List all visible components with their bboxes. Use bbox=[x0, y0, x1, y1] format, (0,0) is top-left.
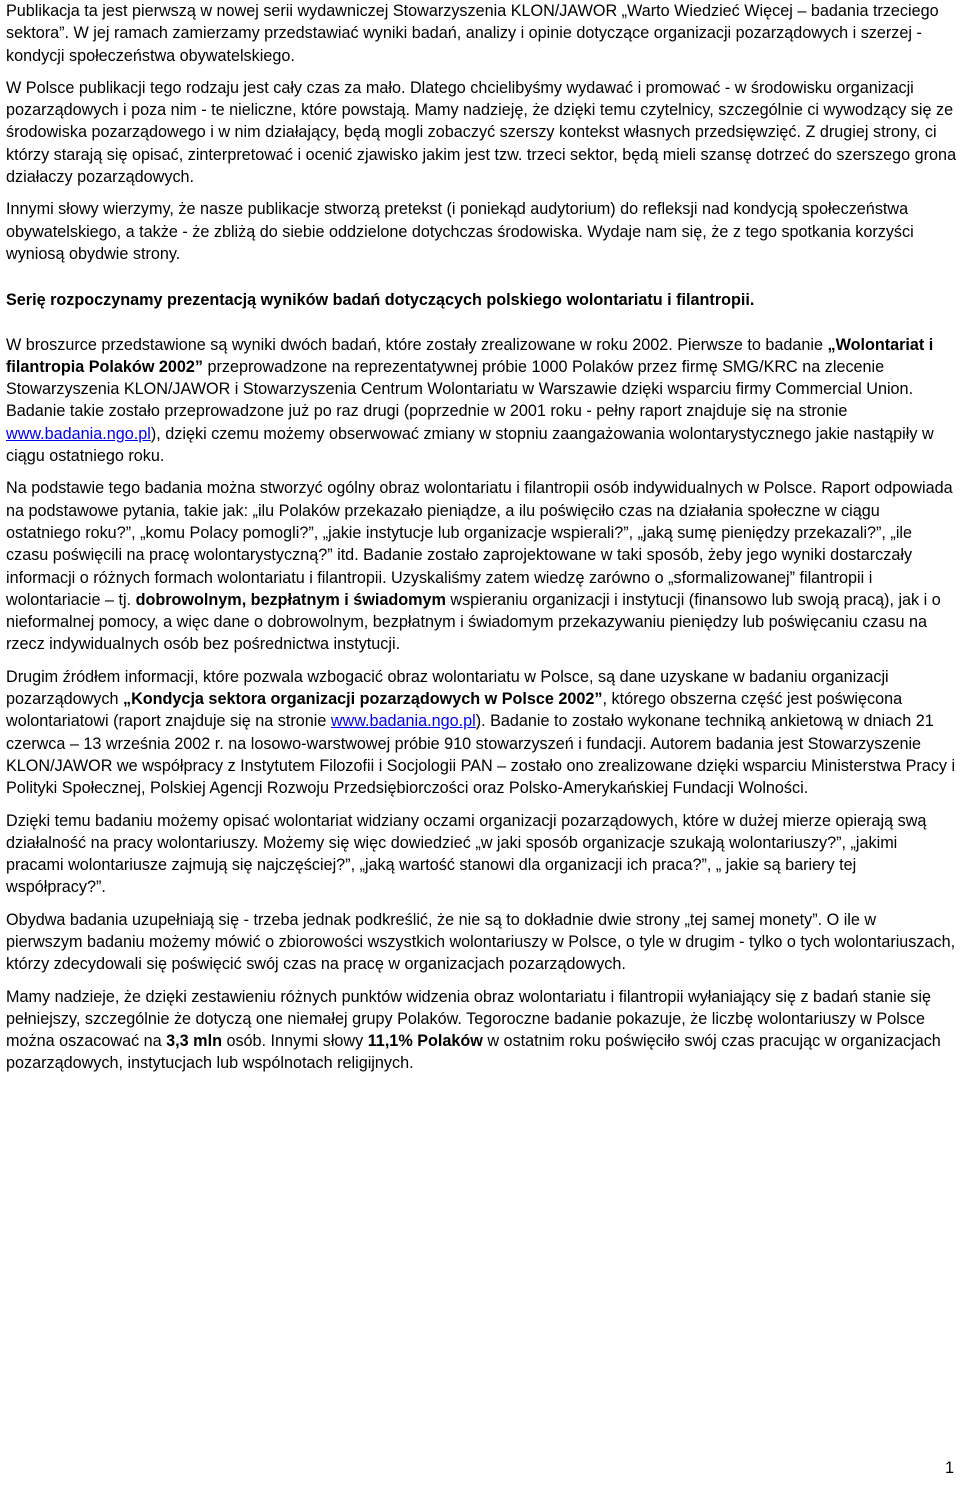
paragraph-second-source bbox=[6, 666, 957, 800]
paragraph-text: Drugim źródłem informacji, które pozwala wzbogacić obraz wolontariatu w Polsce, są dane uzyskane w badaniu organizacji pozarządowych bbox=[6, 667, 889, 709]
paragraph-text: W Polsce publikacji tego rodzaju jest cały czas za mało. Dlatego chcielibyśmy wydawać i promować - w środowisku organizacji pozarządowych i poza nim - te nieliczne, które powstają. Mamy nadzieję, że dzięki temu czytelnicy, szczególnie ci wywodzący się ze środowiska pozarządowego i w nim działający, będą mogli zobaczyć szerszy kontekst własnych przedsięwzięć. Z drugiej strony, ci którzy starają się opisać, zinterpretować i ocenić zjawisko jakim jest tzw. trzeci sektor, będą mieli szansę dotrzeć do szerszego grona działaczy pozarządowych. bbox=[6, 78, 957, 187]
paragraph-complement bbox=[6, 909, 957, 976]
paragraph-text: w ostatnim roku poświęciło swój czas pracując w organizacjach pozarządowych, instytucjach lub wspólnotach religijnych. bbox=[6, 1032, 941, 1073]
paragraph-text: Dzięki temu badaniu możemy opisać wolontariat widziany oczami organizacji pozarządowych, które w dużej mierze opierają swą działalność na pracy wolontariuszy. Możemy się więc dowiedzieć „w jaki sposób organizacje szukają wolontariuszy?”, „jakimi pracami wolontariusze zajmują się najczęściej?”, „jaką wartość stanowi dla organizacji ich praca?”, „ jakie są bariery tej współpracy?”. bbox=[6, 811, 927, 897]
page-number: 1 bbox=[944, 1459, 954, 1477]
paragraph-text: , którego obszerna część jest poświęcona wolontariatowi (raport znajduje się na stronie bbox=[6, 690, 903, 731]
paragraph-overview bbox=[6, 477, 957, 655]
paragraph-text: W broszurce przedstawione są wyniki dwóch badań, które zostały zrealizowane w roku 2002. Pierwsze to badanie bbox=[6, 335, 828, 354]
paragraph-text: Publikacja ta jest pierwszą w nowej serii wydawniczej Stowarzyszenia KLON/JAWOR „Warto Wiedzieć Więcej – badania trzeciego sektora”. W jej ramach zamierzamy przedstawiać wyniki badań, analizy i opinie dotyczące organizacji pozarządowych i szerzej - kondycji społeczeństwa obywatelskiego. bbox=[6, 2, 939, 65]
paragraph-text: Na podstawie tego badania można stworzyć ogólny obraz wolontariatu i filantropii osób indywidualnych w Polsce. Raport odpowiada na podstawowe pytania, takie jak: „ilu Polaków przekazało pieniądze, a ilu poświęciło czas na działania społeczne w ciągu ostatniego roku?”, „komu Polacy pomogli?”, „jakie instytucje lub organizacje wspierali?”, „jaką sumę pieniędzy przekazali?”, „ile czasu poświęcili na pracę wolontarystyczną?” itd. Badanie zostało zaprojektowane w taki sposób, żeby jego wyniki dostarczały informacji o różnych formach wolontariatu i filantropii. Uzyskaliśmy zatem wiedzę zarówno o „sformalizowanej” filantropii i wolontariacie – tj. bbox=[6, 479, 953, 609]
volunteer-count-bold: 3,3 mln bbox=[166, 1032, 222, 1051]
heading-text: Serię rozpoczynamy prezentacją wyników badań dotyczących polskiego wolontariatu i filantropii. bbox=[6, 291, 755, 310]
paragraph-organizations bbox=[6, 810, 957, 899]
paragraph-intro bbox=[6, 0, 957, 67]
paragraph-text: wspieraniu organizacji i instytucji (finansowo lub swoją pracą), jak i o nieformalnej pomocy, a więc dane o dobrowolnym, bezpłatnym i świadomym przekazywaniu pieniędzy lub poświęcaniu czasu na rzecz indywidualnych osób bez pośrednictwa instytucji. bbox=[6, 590, 941, 654]
paragraph-conclusion bbox=[6, 986, 957, 1075]
paragraph-text: ). Badanie to zostało wykonane techniką ankietową w dniach 21 czerwca – 13 września 2002 r. na losowo-warstwowej próbie 910 stowarzyszeń i fundacji. Autorem badania jest Stowarzyszenie KLON/JAWOR we współpracy z Instytutem Filozofii i Socjologii PAN – zostało ono zrealizowane dzięki wsparciu Ministerstwa Pracy i Polityki Społecznej, Polskiej Agencji Rozwoju Przedsiębiorczości oraz Polsko-Amerykańskiej Fundacji Wolności. bbox=[6, 712, 956, 798]
paragraph-brochure bbox=[6, 334, 957, 468]
paragraph-text: ), dzięki czemu możemy obserwować zmiany w stopniu zaangażowania wolontarystycznego jakie nastąpiły w ciągu ostatniego roku. bbox=[6, 424, 934, 466]
study-title-bold: „Kondycja sektora organizacji pozarządowych w Polsce 2002” bbox=[122, 690, 603, 709]
paragraph-publications bbox=[6, 77, 957, 188]
paragraph-text: Innymi słowy wierzymy, że nasze publikacje stworzą pretekst (i poniekąd audytorium) do refleksji nad kondycją społeczeństwa obywatelskiego, a także - że zbliżą do siebie oddzielone dotychczas środowiska. Wydaje nam się, że z tego spotkania korzyści wyniosą obydwie strony. bbox=[6, 200, 914, 263]
badania-link[interactable]: www.badania.ngo.pl bbox=[330, 712, 476, 731]
series-heading bbox=[6, 289, 957, 311]
paragraph-text: Mamy nadzieje, że dzięki zestawieniu różnych punktów widzenia obraz wolontariatu i filantropii wyłaniający się z badań stanie się pełniejszy, szczególnie że dotyczą one niemałej grupy Polaków. Tegoroczne badanie pokazuje, że liczbę wolontariuszy w Polsce można oszacować na bbox=[6, 987, 931, 1051]
study-title-bold: „Wolontariat i filantropia Polaków 2002” bbox=[6, 335, 934, 376]
emphasis-bold: dobrowolnym, bezpłatnym i świadomym bbox=[135, 590, 446, 609]
paragraph-text: Obydwa badania uzupełniają się - trzeba jednak podkreślić, że nie są to dokładnie dwie strony „tej samej monety”. O ile w pierwszym badaniu możemy mówić o zbiorowości wszystkich wolontariuszy w Polsce, o tyle w drugim - tylko o tych wolontariuszach, którzy zdecydowali się poświęcić swój czas na pracę w organizacjach pozarządowych. bbox=[6, 910, 956, 974]
paragraph-text: przeprowadzone na reprezentatywnej próbie 1000 Polaków przez firmę SMG/KRC na zlecenie Stowarzyszenia KLON/JAWOR i Stowarzyszenia Centrum Wolontariatu w Warszawie dzięki wsparciu firmy Commercial Union. Badanie takie zostało przeprowadzone już po raz drugi (poprzednie w 2001 roku - pełny raport znajduje się na stronie bbox=[6, 357, 914, 421]
badania-link[interactable]: www.badania.ngo.pl bbox=[6, 424, 151, 443]
volunteer-percent-bold: 11,1% Polaków bbox=[367, 1032, 483, 1051]
paragraph-reflection bbox=[6, 198, 957, 265]
document-page bbox=[6, 0, 957, 1075]
paragraph-text: osób. Innymi słowy bbox=[221, 1032, 368, 1051]
